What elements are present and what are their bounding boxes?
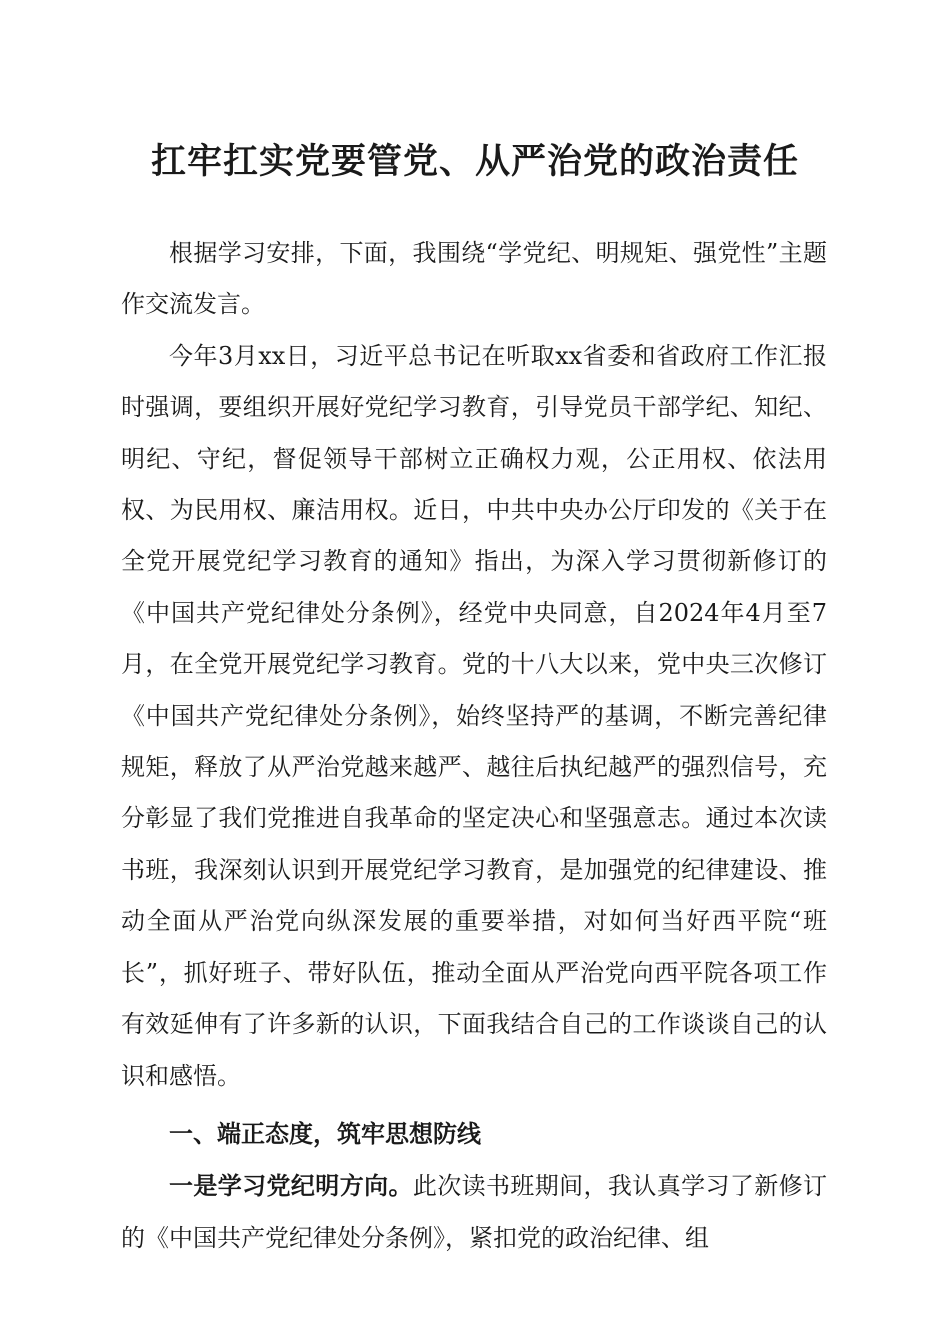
section-paragraph — [121, 1160, 827, 1264]
background-paragraph: 今年3月xx日，习近平总书记在听取xx省委和省政府工作汇报时强调，要组织开展好党纪学习教育，引导党员干部学纪、知纪、明纪、守纪，督促领导干部树立正确权力观，公正用权、依法用权、为民用权、廉洁用权。近日，中共中央办公厅印发的《关于在全党开展党纪学习教育的通知》指出，为深入学习贯彻新修订的《中国共产党纪律处分条例》，经党中央同意，自2024年4月至7月，在全党开展党纪学习教育。党的十八大以来，党中央三次修订《中国共产党纪律处分条例》，始终坚持严的基调，不断完善纪律规矩，释放了从严治党越来越严、越往后执纪越严的强烈信号，充分彰显了我们党推进自我革命的坚定决心和坚强意志。通过本次读书班，我深刻认识到开展党纪学习教育，是加强党的纪律建设、推动全面从严治党向纵深发展的重要举措，对如何当好西平院“班长”，抓好班子、带好队伍，推动全面从严治党向西平院各项工作有效延伸有了许多新的认识，下面我结合自己的工作谈谈自己的认识和感悟。 — [121, 341, 827, 1090]
section-heading: 一、端正态度，筑牢思想防线 — [169, 1119, 481, 1148]
document-body — [121, 228, 827, 1264]
section-paragraph-lead: 一是学习党纪明方向。 — [169, 1171, 413, 1201]
section-paragraph-text: 此次读书班期间，我认真学习了新修订的《中国共产党纪律处分条例》，紧扣党的政治纪律、组 — [121, 1172, 828, 1252]
document-title: 扛牢扛实党要管党、从严治党的政治责任 — [150, 141, 799, 182]
intro-paragraph: 根据学习安排，下面，我围绕“学党纪、明规矩、强党性”主题作交流发言。 — [121, 239, 827, 319]
